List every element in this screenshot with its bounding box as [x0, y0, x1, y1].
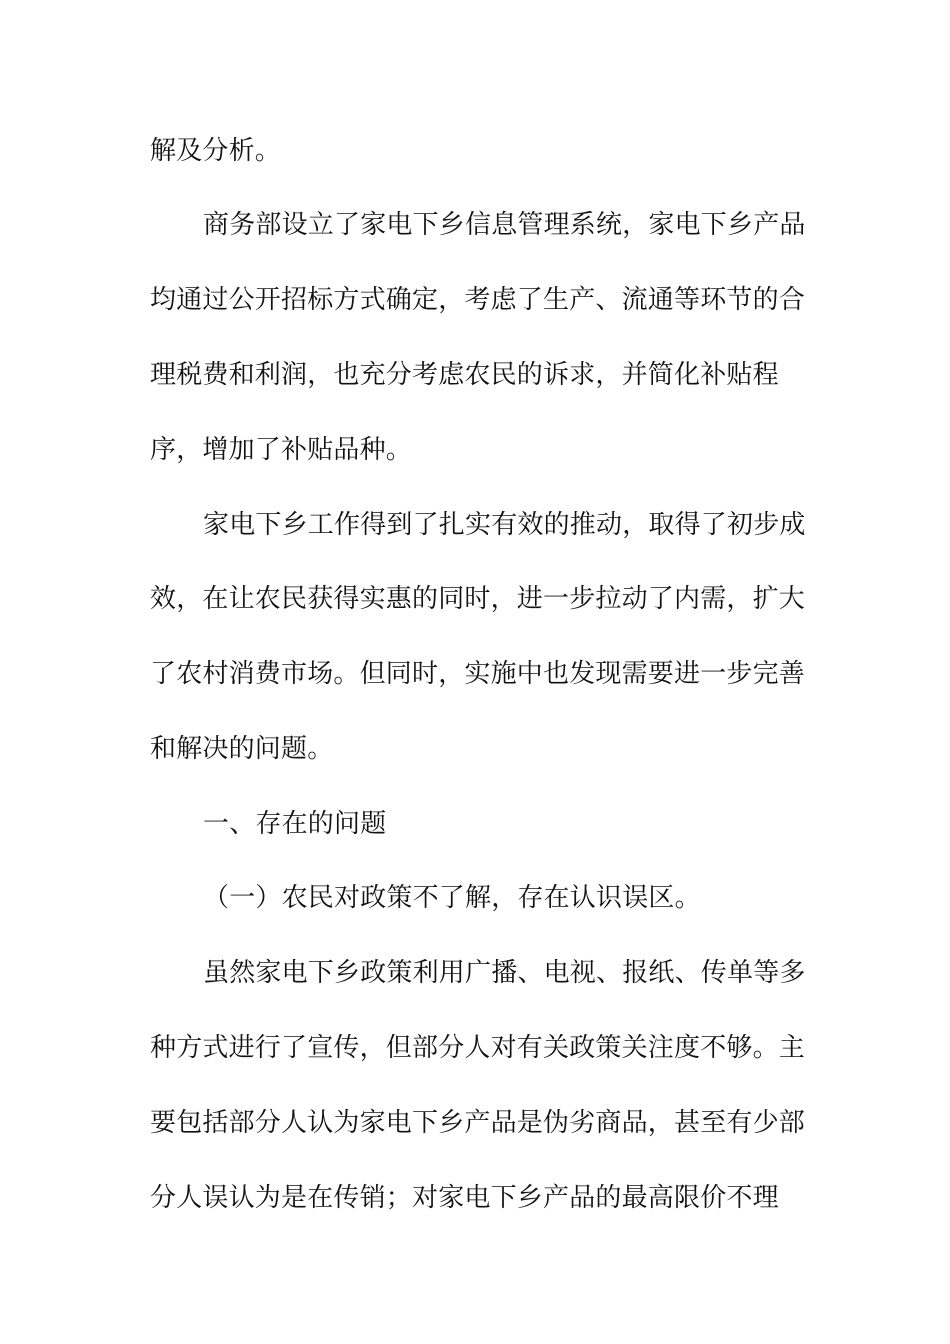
text-line: 解及分析。 [150, 136, 282, 166]
text-line: 理税费和利润，也充分考虑农民的诉求，并简化补贴程 [150, 360, 779, 390]
text-line: 和解决的问题。 [150, 734, 334, 764]
text-line: 序，增加了补贴品种。 [150, 435, 413, 465]
text-line: 均通过公开招标方式确定，考虑了生产、流通等环节的合 [150, 285, 806, 315]
text-line: 商务部设立了家电下乡信息管理系统，家电下乡产品 [203, 210, 806, 240]
text-line: 种方式进行了宣传，但部分人对有关政策关注度不够。主 [150, 1033, 806, 1063]
subsection-heading: （一）农民对政策不了解，存在认识误区。 [203, 883, 701, 913]
text-line: 虽然家电下乡政策利用广播、电视、报纸、传单等多 [203, 958, 806, 988]
text-line: 要包括部分人认为家电下乡产品是伪劣商品，甚至有少部 [150, 1108, 806, 1138]
text-line: 效，在让农民获得实惠的同时，进一步拉动了内需，扩大 [150, 584, 806, 614]
text-line: 分人误认为是在传销；对家电下乡产品的最高限价不理 [150, 1183, 779, 1213]
section-heading: 一、存在的问题 [203, 809, 387, 839]
text-line: 家电下乡工作得到了扎实有效的推动，取得了初步成 [203, 510, 806, 540]
text-line: 了农村消费市场。但同时，实施中也发现需要进一步完善 [150, 659, 806, 689]
